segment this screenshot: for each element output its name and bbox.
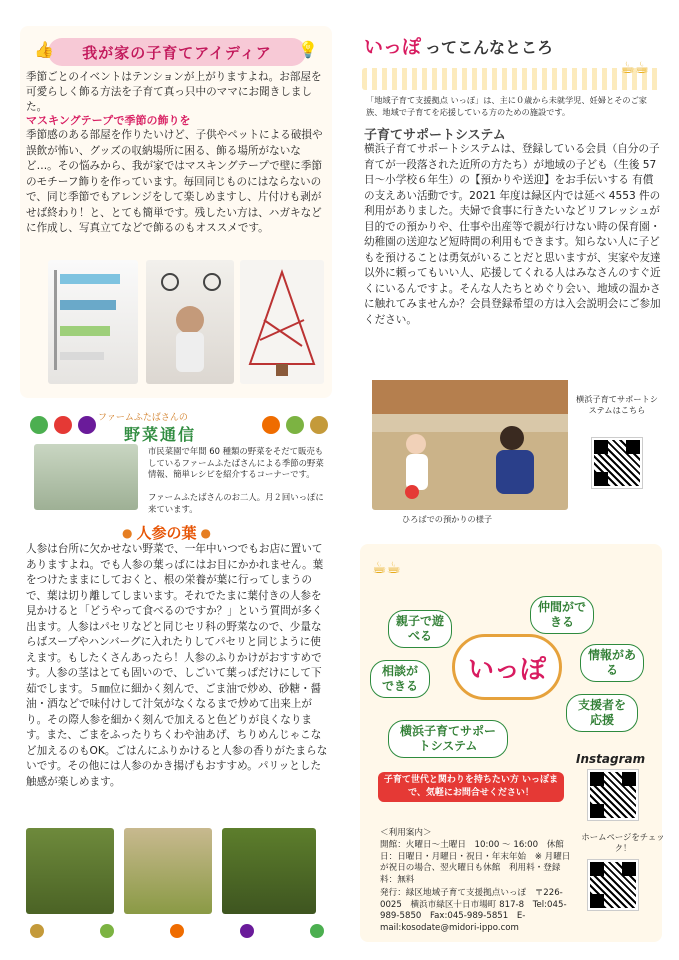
vegetable-row-bottom — [30, 922, 326, 942]
photo-child-wall — [146, 260, 234, 384]
instagram-qr-code[interactable] — [588, 770, 638, 820]
photo-carrot-leaves — [26, 828, 114, 914]
ippo-heading — [364, 32, 553, 59]
carrot-title: 人参の葉 — [136, 524, 197, 542]
carrot-icon — [170, 924, 184, 938]
usage-info: 開館：火曜日～土曜日 10:00 ～ 16:00 休館日：日曜日・月曜日・祝日・年末年始 ※ 月曜日が祝日の場合、翌火曜日も休館 利用料・登録料：無料 — [380, 840, 571, 885]
publisher-footer: 発行：緑区地域子育て支援拠点いっぽ 〒226-0025 横浜市緑区十日市場町 817-8 Tel:045-989-5850 Fax:045-989-5851 E-mail:kosodate@midori-ippo.com — [380, 888, 567, 933]
usage-title: ＜利用案内＞ — [380, 828, 432, 838]
photo-playroom — [372, 380, 568, 510]
ippo-logo: いっぽ — [452, 634, 562, 700]
newsletter-page — [14, 14, 665, 946]
cup-icons: ☕☕ — [620, 58, 649, 77]
support-system-body: 横浜子育てサポートシステムは、登録している会員（自分の子育てが一段落された近所の方たち）が地域の子ども（生後 57 日～小学校６年生）の【預かりや送迎】をお手伝いする 有償の支えあい活動です。2021 年度は緑区内では延べ 4553 件の利用がありました。夫婦で食事に行きたいなどリフレッシュが目的での預かりや、仕事や出産等で親が行けない時の保育園・幼稚園の送迎など短時間の利用もできます。知らない人に子どもを預けることは勇気がいることだと思いますが、実家や友達以外に頼ってもいい人、応援してくれる人はみなさんのすぐ近くにいるんですよ。そんな人たちとめぐり会い、地域の温かさに触れてみませんか？会員登録希望の方は入会説明会にご参加ください。 — [364, 143, 661, 326]
contact-banner: 子育て世代と関わりを持ちたい方 いっぽまで、気軽にお問合せください！ — [378, 772, 564, 802]
photo-caption: ひろばでの預かりの様子 — [402, 514, 493, 524]
farm-small-title: ファームふたばさんの — [98, 413, 188, 423]
tomato-icon — [54, 416, 72, 434]
feature-bubble-info: 情報がある — [580, 644, 644, 682]
carrot-icon — [262, 416, 280, 434]
idea-intro: 季節ごとのイベントはテンションが上がりますよね。お部屋を可愛らしく飾る方法を子育て真っ只中のママにお聞きしました。 — [26, 71, 322, 113]
farm-photo — [34, 444, 138, 510]
homepage-qr-code[interactable] — [588, 860, 638, 910]
photo-banner-decoration — [48, 260, 138, 384]
photo-carrot-dish — [124, 828, 212, 914]
onion-icon — [30, 924, 44, 938]
idea-title: 我が家の子育てアイディア — [82, 43, 272, 62]
support-qr-label: 横浜子育てサポートシステムはこちら — [576, 394, 658, 415]
lightbulb-icon: 💡 — [298, 40, 318, 59]
right-column — [344, 14, 665, 946]
decorative-strip — [362, 68, 660, 90]
instagram-label: Instagram — [576, 752, 646, 766]
pepper-icon — [310, 924, 324, 938]
homepage-qr-label: ホームページをチェック！ — [581, 832, 665, 853]
broccoli-icon — [286, 416, 304, 434]
feature-bubble-play: 親子で遊べる — [388, 610, 452, 648]
dot-icon: ● — [122, 525, 133, 540]
feature-bubble-friends: 仲間ができる — [530, 596, 594, 634]
carrot-heading — [122, 522, 211, 543]
feature-bubble-supporters: 支援者を応援 — [566, 694, 638, 732]
pepper-icon — [30, 416, 48, 434]
idea-subheading: マスキングテープで季節の飾りを — [26, 114, 191, 127]
broccoli-icon — [100, 924, 114, 938]
dot-icon: ● — [200, 525, 211, 540]
eggplant-icon — [240, 924, 254, 938]
support-system-qr-code[interactable] — [592, 438, 642, 488]
cup-icons: ☕☕ — [372, 558, 401, 577]
photo-tape-tree — [240, 260, 324, 384]
onion-icon — [310, 416, 328, 434]
ippo-logo-text: いっぽ — [364, 36, 422, 58]
left-column — [14, 14, 332, 946]
farm-description: 市民菜園で年間 60 種類の野菜をそだて販売もしているファームふたばさんによる季節の野菜情報、簡単レシピを紹介するコーナーです。 — [148, 446, 324, 479]
ippo-intro: 「地域子育て支援拠点 いっぽ」は、主に０歳から未就学児、妊婦とそのご家族、地域で子育てを応援している方のための施設です。 — [366, 95, 647, 117]
thumbs-up-icon: 👍 — [34, 40, 54, 59]
feature-bubble-support-system: 横浜子育てサポートシステム — [388, 720, 508, 758]
photo-carrot-furikake — [222, 828, 316, 914]
feature-bubble-consult: 相談ができる — [370, 660, 430, 698]
idea-body: 季節感のある部屋を作りたいけど、子供やペットによる破損や誤飲が怖い、グッズの収納場所に困る、飾る場所がないなど…。その悩みから、我が家ではマスキングテープで壁に季節のモチーフ飾りを作っています。毎回同じものにはならないので、同じ季節でもアレンジをして楽しめますし、片付けも剥がせば終わり！と、とても簡単です。残したい方は、ハガキなどに作成し、写真立てなどで飾るのもオススメです。 — [26, 129, 323, 234]
eggplant-icon — [78, 416, 96, 434]
farm-title: 野菜通信 — [124, 425, 197, 444]
idea-banner — [34, 38, 318, 66]
farm-note: ファームふたばさんのお二人。月２回いっぽに来ています。 — [148, 492, 324, 514]
ippo-heading-rest: ってこんなところ — [425, 38, 554, 57]
carrot-body: 人参は台所に欠かせない野菜で、一年中いつでもお店に置いてありますよね。でも人参の葉っぱにはお目にかかれません。葉をつけたままにしておくと、根の栄養が葉に行ってしまうので、葉は切り離してしまいます。それでたまに葉付きの人参を見かけると「どうやって食べるのですか？」という質問が多く出ます。人参はパセリなどと同じセリ科の野菜なので、少量ならばスープやハンバーグに入れたりしてパセリと同じように使えます。もしたくさんあったら！人参のふりかけがおすすめです。人参の茎はとても固いので、しごいて葉っぱだけにして下茹でします。５㎜位に細かく刻んで、ごま油で炒め、砂糖・醤油・酒などで味付けして汁気がなくなるまで炒めて出来上がり。その際人参を細かく刻んで加えると色どりが良くなります。また、ごまをふったりちくわや油あげ、ちりめんじゃこなど加えるのもOK。ごはんにふりかけると人参の香りがたまらないです。その他には人参のかき揚げもおすすめ。パリッとした触感が楽しめます。 — [26, 543, 328, 788]
support-system-title: 子育てサポートシステム — [364, 128, 506, 143]
